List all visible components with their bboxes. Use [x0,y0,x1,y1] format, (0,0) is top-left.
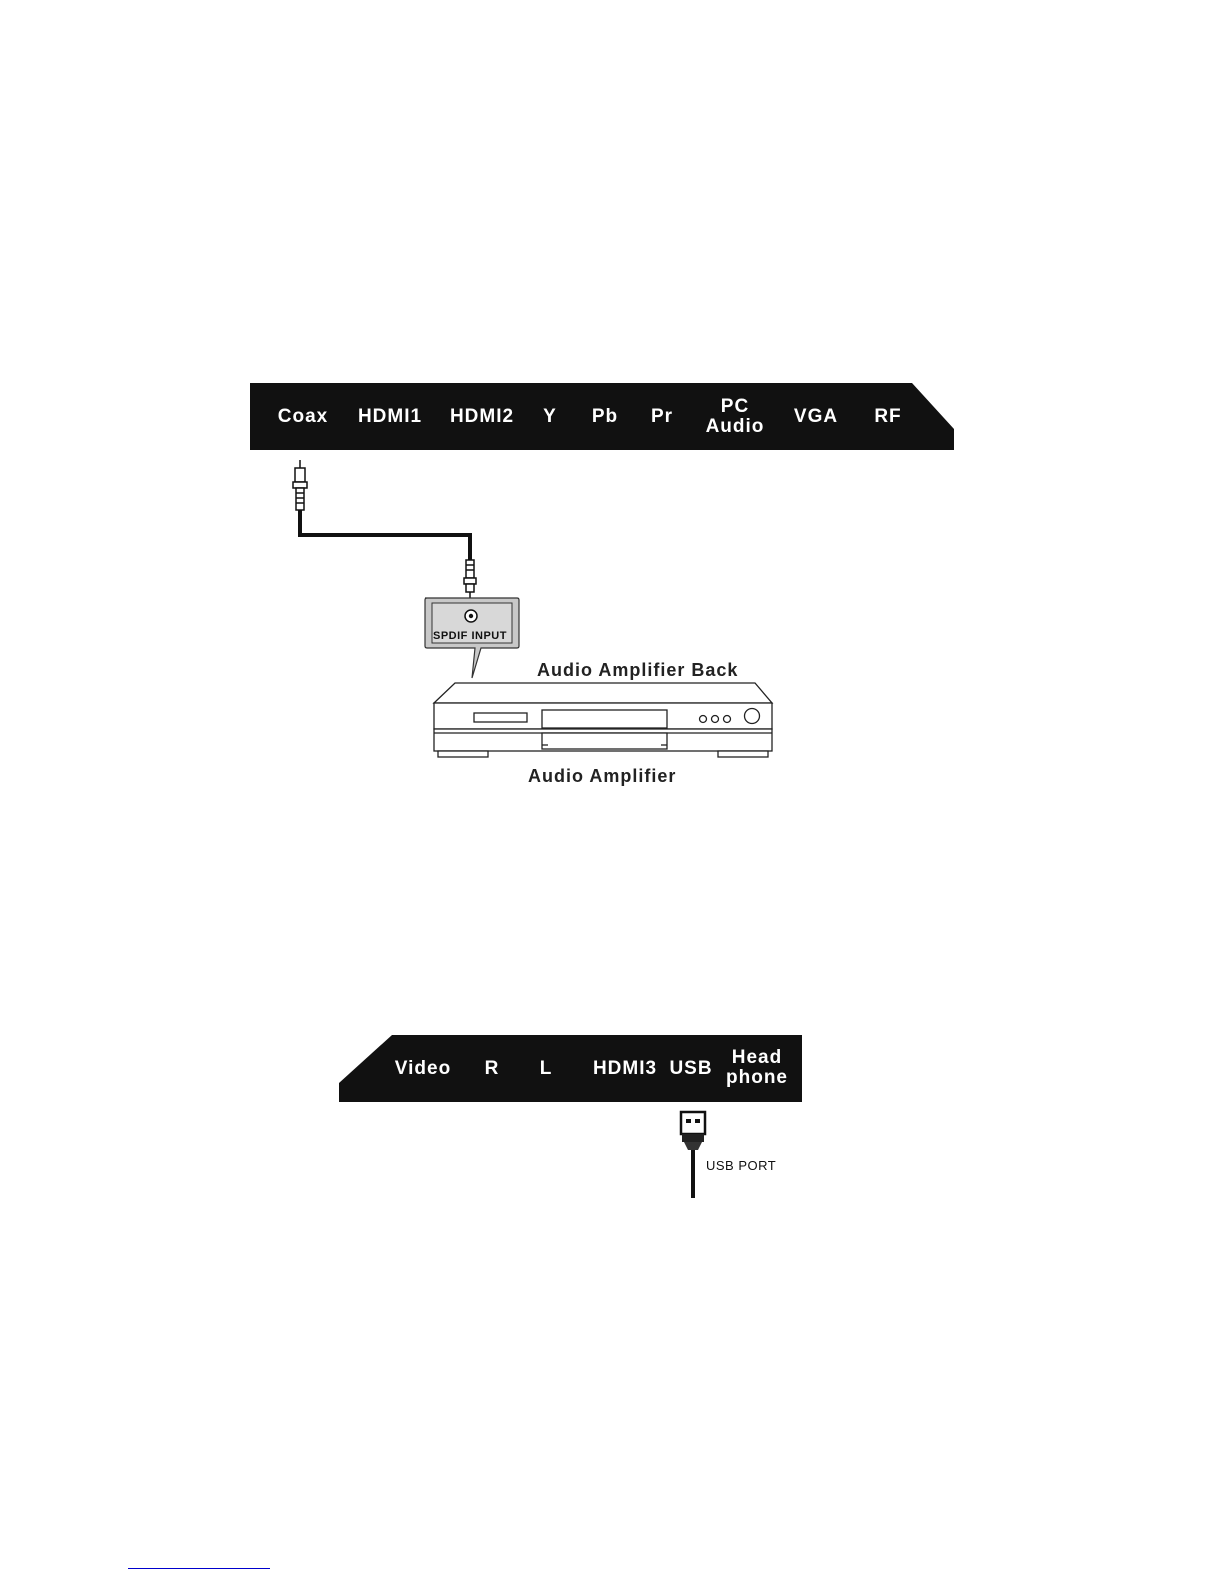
spdif-input-label: SPDIF INPUT [433,630,507,642]
footer-rule [128,1568,270,1569]
usb-plug-icon [681,1112,705,1198]
port-label-y: Y [543,406,557,427]
amplifier-caption: Audio Amplifier [528,766,677,786]
port-label-r: R [484,1058,500,1079]
usb-port-label: USB PORT [706,1158,777,1173]
port-label-vga: VGA [793,406,839,427]
coax-cable [300,510,470,560]
port-label-usb: USB [669,1058,713,1079]
port-label-l: L [539,1058,553,1079]
audio-amplifier-device [434,683,772,757]
port-label-coax: Coax [277,406,329,427]
port-label-hdmi2: HDMI2 [449,406,515,427]
port-label-hdmi1: HDMI1 [357,406,423,427]
port-label-headphone: Head phone [726,1047,788,1088]
coax-plug-amplifier [464,560,476,598]
port-label-pb: Pb [591,406,619,427]
amplifier-back-caption: Audio Amplifier Back [537,660,739,680]
port-label-pr: Pr [650,406,674,427]
coax-plug-top [293,460,307,510]
port-label-pc-audio: PC Audio [705,396,765,437]
port-label-hdmi3: HDMI3 [592,1058,658,1079]
port-label-rf: RF [874,406,902,427]
port-label-video: Video [394,1058,452,1079]
